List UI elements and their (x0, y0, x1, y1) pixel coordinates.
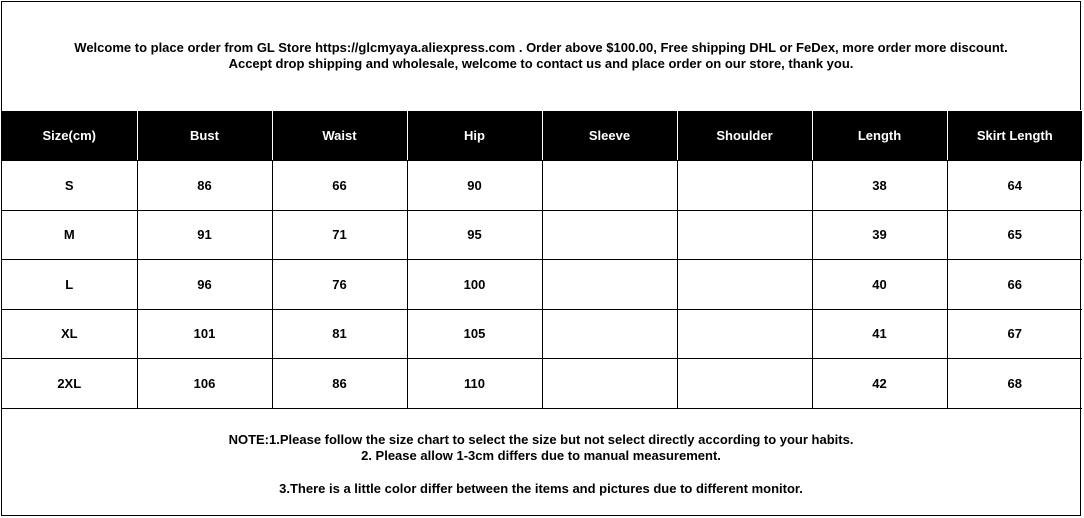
table-cell: 96 (137, 260, 272, 310)
table-cell: 64 (947, 161, 1082, 211)
table-cell: 101 (137, 309, 272, 359)
table-cell: S (2, 161, 137, 211)
size-notes (2, 408, 1080, 515)
column-header: Size(cm) (2, 111, 137, 161)
table-cell (677, 359, 812, 409)
table-cell: 68 (947, 359, 1082, 409)
table-cell (542, 309, 677, 359)
table-cell (677, 161, 812, 211)
column-header: Length (812, 111, 947, 161)
table-cell (677, 260, 812, 310)
table-cell: 66 (947, 260, 1082, 310)
size-table (2, 110, 1082, 409)
table-cell: 65 (947, 210, 1082, 260)
table-cell (677, 309, 812, 359)
table-row (2, 210, 1082, 260)
table-cell: 67 (947, 309, 1082, 359)
table-cell: 71 (272, 210, 407, 260)
table-row (2, 161, 1082, 211)
size-chart-sheet (1, 1, 1081, 516)
welcome-line-2: Accept drop shipping and wholesale, welcome to contact us and place order on our store, thank you. (228, 56, 854, 71)
table-row (2, 309, 1082, 359)
table-cell (542, 161, 677, 211)
table-cell: 95 (407, 210, 542, 260)
table-cell: 41 (812, 309, 947, 359)
table-cell (677, 210, 812, 260)
note-line-2: 2. Please allow 1-3cm differs due to manual measurement. (361, 448, 721, 463)
column-header: Waist (272, 111, 407, 161)
table-cell: 76 (272, 260, 407, 310)
table-header-row (2, 111, 1082, 161)
table-cell: 42 (812, 359, 947, 409)
table-cell: 105 (407, 309, 542, 359)
table-cell: M (2, 210, 137, 260)
table-cell (542, 260, 677, 310)
note-line-1: NOTE:1.Please follow the size chart to select the size but not select directly according to your habits. (228, 432, 854, 447)
column-header: Shoulder (677, 111, 812, 161)
table-cell: 86 (137, 161, 272, 211)
table-cell: 39 (812, 210, 947, 260)
table-cell: 66 (272, 161, 407, 211)
table-cell: XL (2, 309, 137, 359)
table-cell: 106 (137, 359, 272, 409)
table-cell (542, 210, 677, 260)
table-cell: 38 (812, 161, 947, 211)
column-header: Bust (137, 111, 272, 161)
welcome-line-1: Welcome to place order from GL Store https://glcmyaya.aliexpress.com . Order above $100.00, Free shipping DHL or FeDex, more order more discount. (74, 40, 1008, 55)
table-cell: 91 (137, 210, 272, 260)
store-welcome-banner (2, 2, 1080, 110)
table-cell: 110 (407, 359, 542, 409)
table-cell: 100 (407, 260, 542, 310)
table-cell: 86 (272, 359, 407, 409)
table-cell (542, 359, 677, 409)
column-header: Hip (407, 111, 542, 161)
column-header: Sleeve (542, 111, 677, 161)
table-row (2, 359, 1082, 409)
table-cell: 81 (272, 309, 407, 359)
column-header: Skirt Length (947, 111, 1082, 161)
table-cell: L (2, 260, 137, 310)
table-cell: 2XL (2, 359, 137, 409)
table-row (2, 260, 1082, 310)
table-cell: 40 (812, 260, 947, 310)
table-cell: 90 (407, 161, 542, 211)
note-line-3: 3.There is a little color differ between the items and pictures due to different monitor. (279, 481, 803, 496)
